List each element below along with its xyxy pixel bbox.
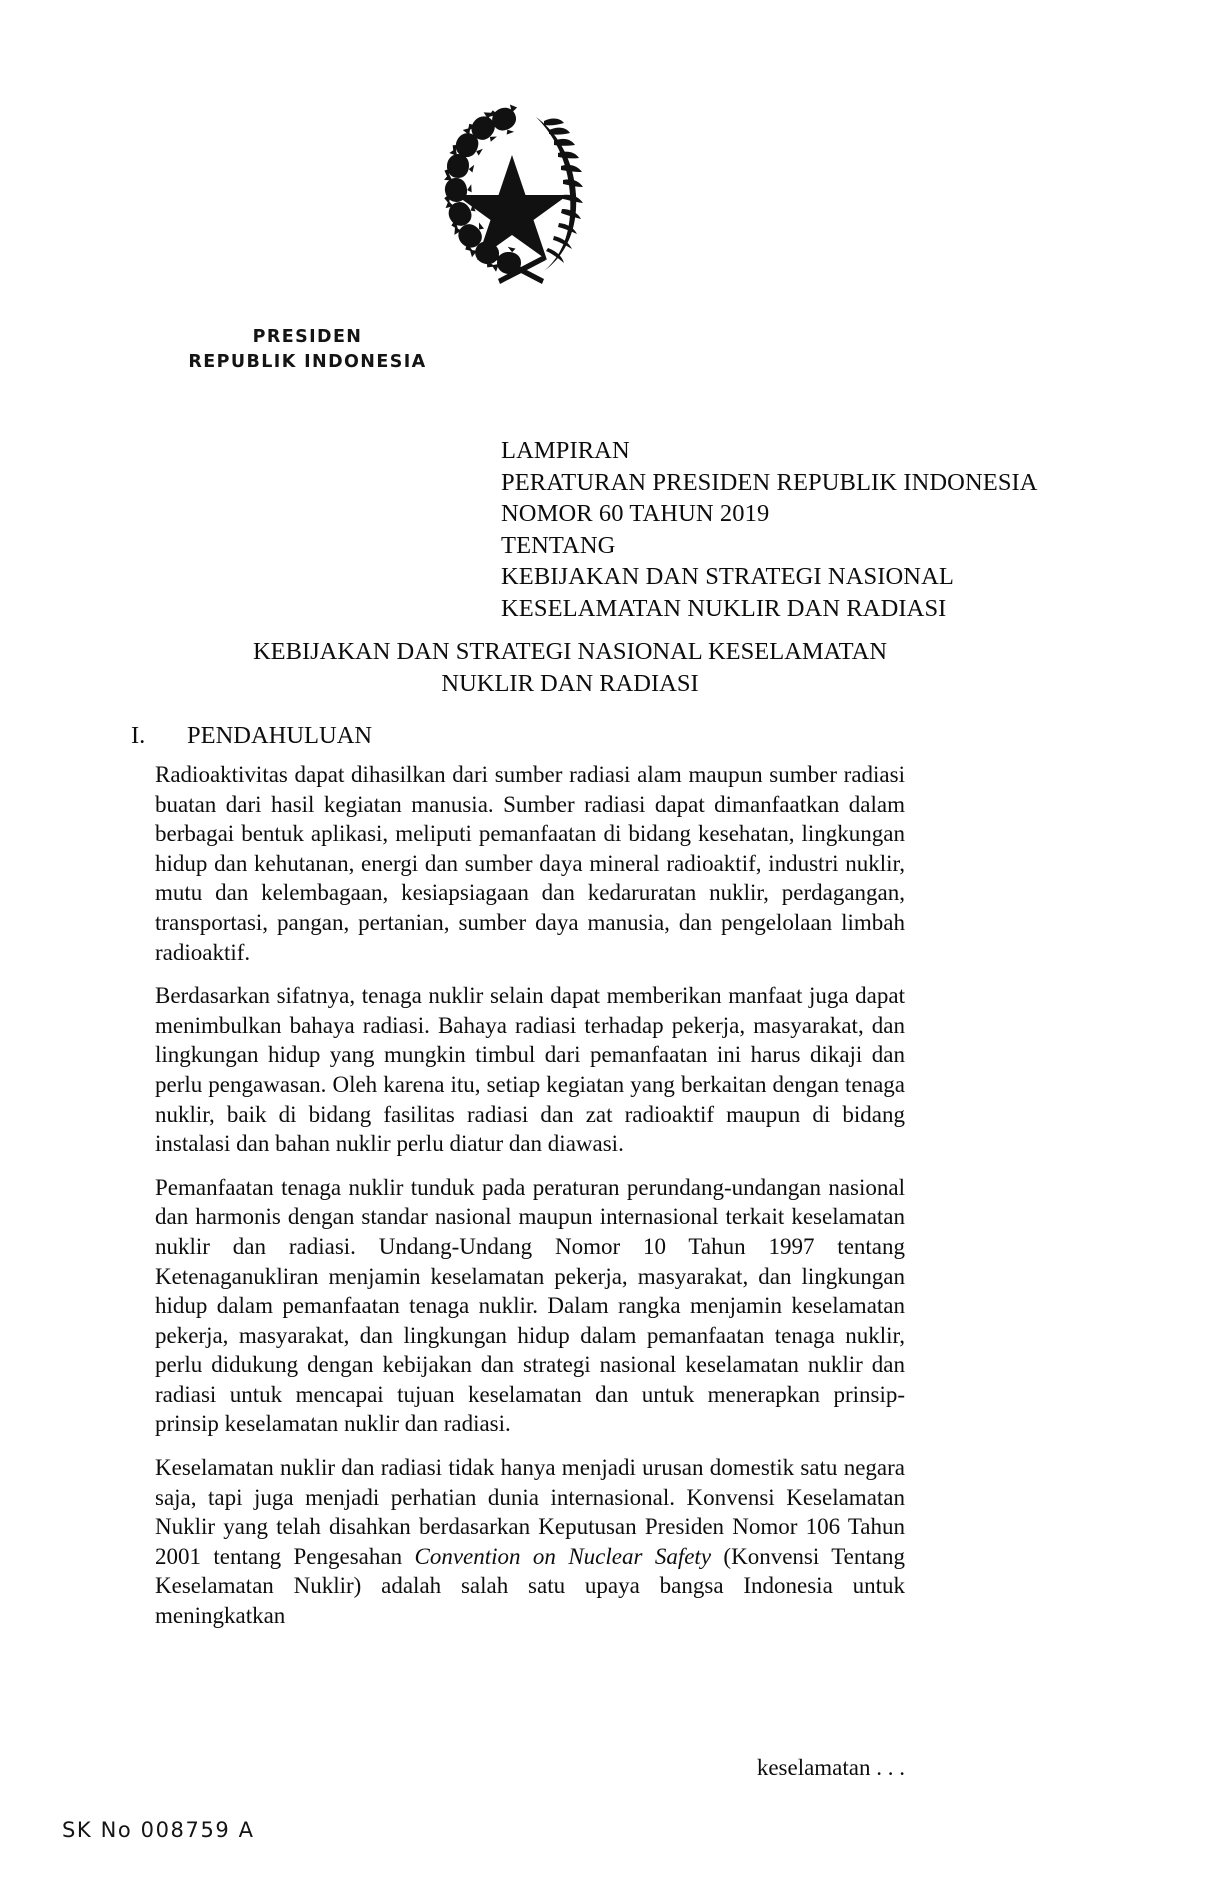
attachment-line-lampiran: LAMPIRAN	[501, 437, 630, 464]
page-title-line-2: NUKLIR DAN RADIASI	[441, 669, 699, 697]
paragraph-2: Berdasarkan sifatnya, tenaga nuklir selain dapat memberikan manfaat juga dapat menimbulkan bahaya radiasi. Bahaya radiasi terhadap pekerja, masyarakat, dan lingkungan hidup yang mungkin timbul dari pemanfaatan ini harus dikaji dan perlu pengawasan. Oleh karena itu, setiap kegiatan yang berkaitan dengan tenaga nuklir, baik di bidang fasilitas radiasi dan zat radioaktif maupun di bidang instalasi dan bahan nuklir perlu diatur dan diawasi.	[155, 983, 905, 1157]
paragraph-4-part-2: (Konvensi Tentang Keselamatan Nuklir) adalah salah satu upaya bangsa Indonesia untuk meningkatkan	[155, 1543, 905, 1629]
section-number: I.	[131, 722, 146, 749]
indonesian-presidential-star-wreath-emblem	[432, 103, 592, 288]
paragraph-1: Radioaktivitas dapat dihasilkan dari sumber radiasi alam maupun sumber radiasi buatan dari hasil kegiatan manusia. Sumber radiasi dapat dimanfaatkan dalam berbagai bentuk aplikasi, meliputi pemanfaatan di bidang kesehatan, lingkungan hidup dan kehutanan, energi dan sumber daya mineral radioaktif, industri nuklir, mutu dan kelembagaan, kesiapsiagaan dan kedaruratan nuklir, perdagangan, transportasi, pangan, pertanian, sumber daya manusia, dan pengelolaan limbah radioaktif.	[155, 762, 905, 965]
header-republik-indonesia: REPUBLIK INDONESIA	[188, 352, 427, 372]
paragraph-3: Pemanfaatan tenaga nuklir tunduk pada peraturan perundang-undangan nasional dan harmonis dengan standar nasional maupun internasional terkait keselamatan nuklir dan radiasi. Undang-Undang Nomor 10 Tahun 1997 tentang Ketenaganukliran menjamin keselamatan pekerja, masyarakat, dan lingkungan hidup dalam pemanfaatan tenaga nuklir. Dalam rangka menjamin keselamatan pekerja, masyarakat, dan lingkungan hidup dalam pemanfaatan tenaga nuklir, perlu didukung dengan kebijakan dan strategi nasional keselamatan nuklir dan radiasi untuk mencapai tujuan keselamatan dan untuk menerapkan prinsip-prinsip keselamatan nuklir dan radiasi.	[155, 1174, 905, 1437]
section-heading-pendahuluan	[131, 722, 372, 750]
attachment-line-subject-2: KESELAMATAN NUKLIR DAN RADIASI	[501, 594, 947, 622]
header-presiden: PRESIDEN	[252, 327, 363, 347]
body-text-column	[155, 760, 905, 1631]
section-title: PENDAHULUAN	[187, 722, 373, 749]
attachment-line-regulation: PERATURAN PRESIDEN REPUBLIK INDONESIA	[501, 468, 1038, 496]
attachment-line-number: NOMOR 60 TAHUN 2019	[501, 500, 770, 527]
attachment-line-subject-1: KEBIJAKAN DAN STRATEGI NASIONAL	[501, 563, 954, 590]
paragraph-4-part-1: Keselamatan nuklir dan radiasi tidak hanya menjadi urusan domestik satu negara saja, tapi juga menjadi perhatian dunia internasional. Konvensi Keselamatan Nuklir yang telah disahkan berdasarkan Keputusan Presiden Nomor 106 Tahun 2001 tentang Pengesahan	[155, 1455, 905, 1569]
catchword-footer: keselamatan . . .	[756, 1755, 905, 1780]
page-title-line-1: KEBIJAKAN DAN STRATEGI NASIONAL KESELAMATAN	[252, 638, 888, 665]
paragraph-4-italic-treaty-name: Convention on Nuclear Safety	[414, 1543, 712, 1569]
sk-document-stamp: SK No 008759 A	[62, 1818, 255, 1842]
paragraph-4	[155, 1453, 905, 1631]
attachment-line-tentang: TENTANG	[501, 531, 616, 559]
attachment-identity-block	[501, 435, 1038, 624]
page-title	[155, 636, 985, 699]
